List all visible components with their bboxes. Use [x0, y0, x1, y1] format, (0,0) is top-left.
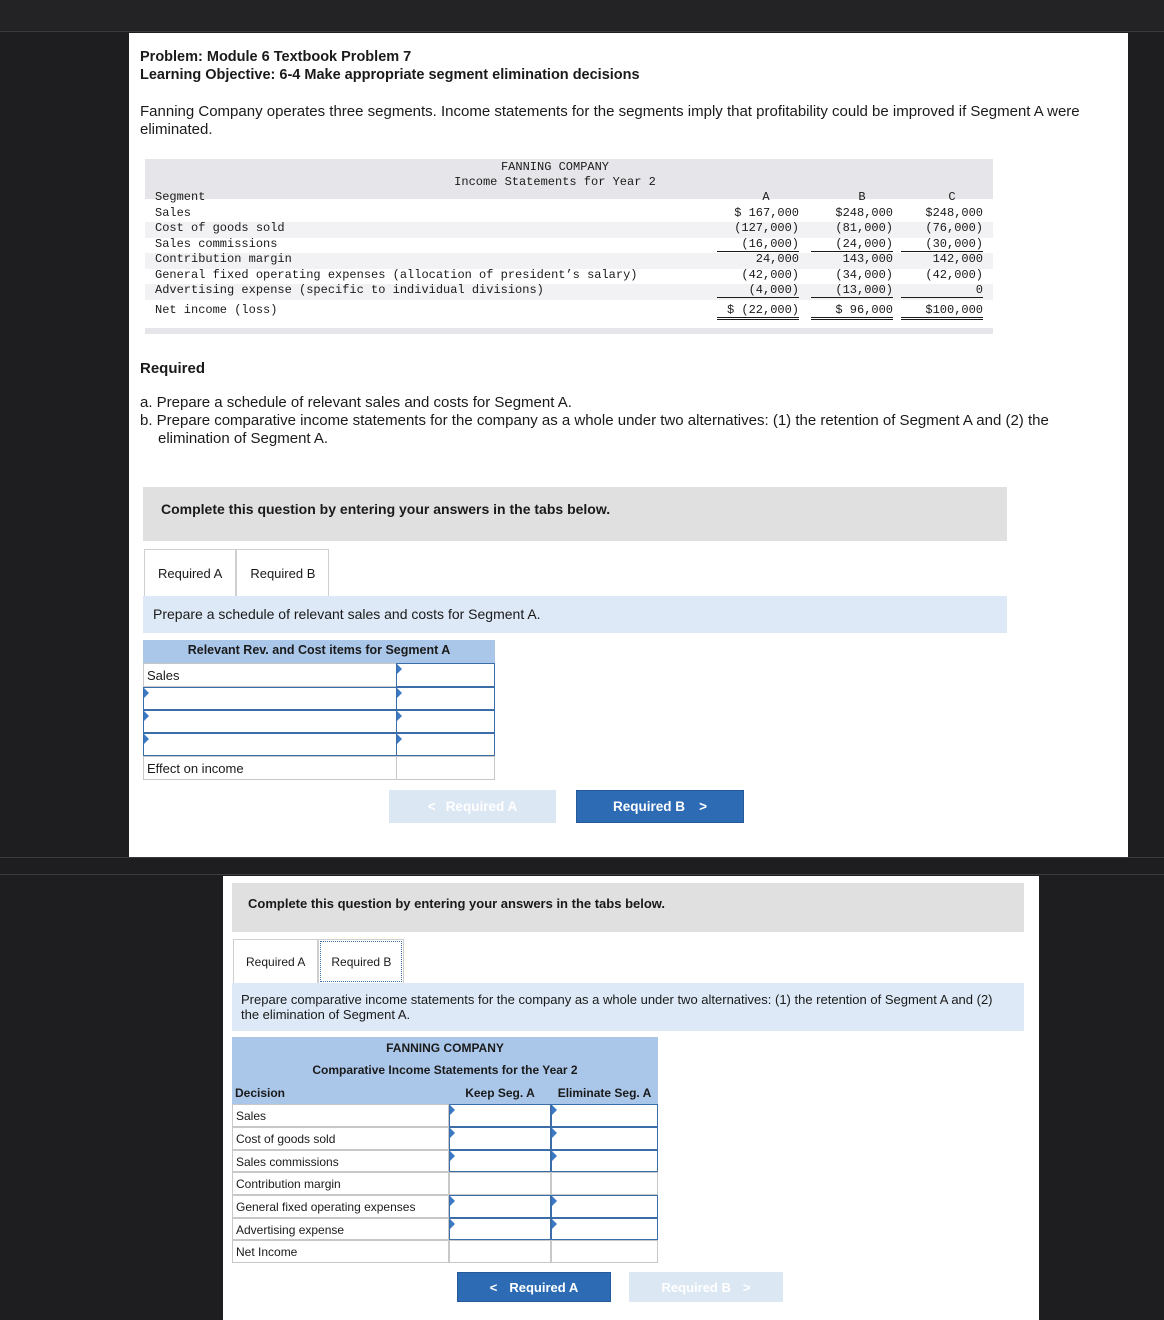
cell: (13,000)	[811, 283, 893, 298]
prev-button[interactable]	[457, 1272, 611, 1302]
schedule-item-input[interactable]	[143, 733, 397, 756]
prev-button-disabled	[389, 790, 556, 823]
statement-company: FANNING COMPANY	[500, 160, 610, 174]
chevron-left-icon: <	[427, 799, 436, 814]
cell: 24,000	[755, 252, 799, 266]
instruction-banner-2: Complete this question by entering your answers in the tabs below.	[232, 883, 1024, 932]
cell: (34,000)	[835, 268, 893, 282]
segment-label: Segment	[155, 190, 206, 204]
learning-objective: Learning Objective: 6-4 Make appropriate segment elimination decisions	[140, 67, 640, 83]
comp-row-label: Contribution margin	[232, 1172, 449, 1195]
panel-required-a	[129, 33, 1128, 857]
cell: (24,000)	[811, 237, 893, 252]
schedule-amount-input[interactable]	[396, 687, 495, 710]
comp-row-label: Net Income	[232, 1240, 449, 1263]
tab-required-b-2[interactable]: Required B	[318, 939, 404, 984]
instruction-banner: Complete this question by entering your answers in the tabs below.	[143, 487, 1007, 541]
keep-commissions-input[interactable]	[449, 1150, 551, 1172]
row-label: Net income (loss)	[155, 303, 278, 317]
cell: (30,000)	[901, 237, 983, 252]
cell: $248,000	[925, 206, 983, 220]
eliminate-advertising-input[interactable]	[551, 1218, 658, 1240]
col-b-header: B	[858, 190, 866, 204]
cell: $ 96,000	[811, 303, 893, 320]
schedule-amount-input[interactable]	[396, 733, 495, 756]
keep-advertising-input[interactable]	[449, 1218, 551, 1240]
next-button-disabled	[629, 1272, 783, 1302]
keep-sales-input[interactable]	[449, 1104, 551, 1127]
row-label: Contribution margin	[155, 252, 292, 266]
required-heading: Required	[140, 360, 206, 377]
comp-row-label: Sales commissions	[232, 1150, 449, 1172]
keep-cogs-input[interactable]	[449, 1127, 551, 1150]
prev-label: Required A	[509, 1279, 579, 1295]
cell: (16,000)	[717, 237, 799, 252]
cell: (81,000)	[835, 221, 893, 235]
required-a-text: a. Prepare a schedule of relevant sales and costs for Segment A.	[140, 394, 572, 411]
keep-fixed-input[interactable]	[449, 1195, 551, 1218]
cell: $ 167,000	[734, 206, 799, 220]
prev-label: Required A	[445, 799, 518, 814]
effect-on-income-value	[396, 756, 495, 780]
comp-company: FANNING COMPANY	[232, 1037, 658, 1060]
tab-a-instruction: Prepare a schedule of relevant sales and costs for Segment A.	[143, 596, 1007, 633]
comp-subtitle: Comparative Income Statements for the Year 2	[232, 1060, 658, 1082]
tab-bar	[144, 549, 329, 597]
schedule-title: Relevant Rev. and Cost items for Segment A	[143, 640, 495, 663]
keep-net-income-value	[449, 1240, 551, 1263]
cell: (127,000)	[734, 221, 799, 235]
eliminate-sales-input[interactable]	[551, 1104, 658, 1127]
eliminate-commissions-input[interactable]	[551, 1150, 658, 1172]
schedule-row-effect: Effect on income	[143, 756, 397, 780]
comp-row-label: Sales	[232, 1104, 449, 1127]
col-keep: Keep Seg. A	[449, 1082, 551, 1104]
schedule-row-sales: Sales	[143, 663, 397, 687]
eliminate-cm-value	[551, 1172, 658, 1195]
cell: 0	[901, 283, 983, 298]
tab-b-instruction: Prepare comparative income statements for the company as a whole under two alternatives: (1) the retention of Segment A and (2) the elimination of Segment A.	[232, 983, 1024, 1031]
sales-amount-input[interactable]	[396, 663, 495, 687]
next-label: Required B	[613, 799, 686, 814]
row-label: Advertising expense (specific to individual divisions)	[155, 283, 544, 297]
screenshot-separator	[0, 857, 1164, 875]
row-label: Cost of goods sold	[155, 221, 285, 235]
next-button[interactable]	[576, 790, 744, 823]
panel-required-b	[223, 876, 1039, 1320]
top-bar	[0, 0, 1164, 32]
eliminate-net-income-value	[551, 1240, 658, 1263]
tab-required-a[interactable]: Required A	[144, 549, 236, 597]
keep-cm-value	[449, 1172, 551, 1195]
cell: (42,000)	[741, 268, 799, 282]
cell: (76,000)	[925, 221, 983, 235]
tab-required-a-2[interactable]: Required A	[233, 939, 318, 984]
row-label: Sales commissions	[155, 237, 278, 251]
problem-intro: Fanning Company operates three segments. Income statements for the segments imply that profitability could be improved if Segment A were eliminated.	[140, 103, 1080, 138]
cell: (4,000)	[717, 283, 799, 298]
cell: $248,000	[835, 206, 893, 220]
cell: (42,000)	[925, 268, 983, 282]
row-label: Sales	[155, 206, 192, 220]
problem-title: Problem: Module 6 Textbook Problem 7	[140, 49, 412, 65]
eliminate-cogs-input[interactable]	[551, 1127, 658, 1150]
eliminate-fixed-input[interactable]	[551, 1195, 658, 1218]
chevron-right-icon: >	[742, 1279, 751, 1295]
schedule-item-input[interactable]	[143, 710, 397, 733]
col-a-header: A	[762, 190, 770, 204]
cell: $100,000	[901, 303, 983, 320]
chevron-left-icon: <	[489, 1279, 498, 1295]
tab-bar-2	[233, 939, 404, 984]
next-label: Required B	[661, 1279, 731, 1295]
comp-row-label: Advertising expense	[232, 1218, 449, 1240]
comp-row-label: Cost of goods sold	[232, 1127, 449, 1150]
tab-required-b[interactable]: Required B	[236, 549, 329, 597]
required-b-text: b. Prepare comparative income statements for the company as a whole under two alternatives: (1) the retention of Segment A and (2) the elimination of Segment A.	[140, 412, 1049, 447]
col-decision: Decision	[232, 1082, 449, 1104]
col-c-header: C	[948, 190, 956, 204]
statement-subtitle: Income Statements for Year 2	[454, 175, 656, 189]
income-statement	[145, 159, 993, 334]
schedule-item-input[interactable]	[143, 687, 397, 710]
col-eliminate: Eliminate Seg. A	[551, 1082, 658, 1104]
cell: 142,000	[932, 252, 983, 266]
schedule-amount-input[interactable]	[396, 710, 495, 733]
cell: 143,000	[842, 252, 893, 266]
comp-row-label: General fixed operating expenses	[232, 1195, 449, 1218]
chevron-right-icon: >	[699, 799, 707, 814]
row-label: General fixed operating expenses (allocation of president’s salary)	[155, 268, 638, 282]
cell: $ (22,000)	[717, 303, 799, 320]
